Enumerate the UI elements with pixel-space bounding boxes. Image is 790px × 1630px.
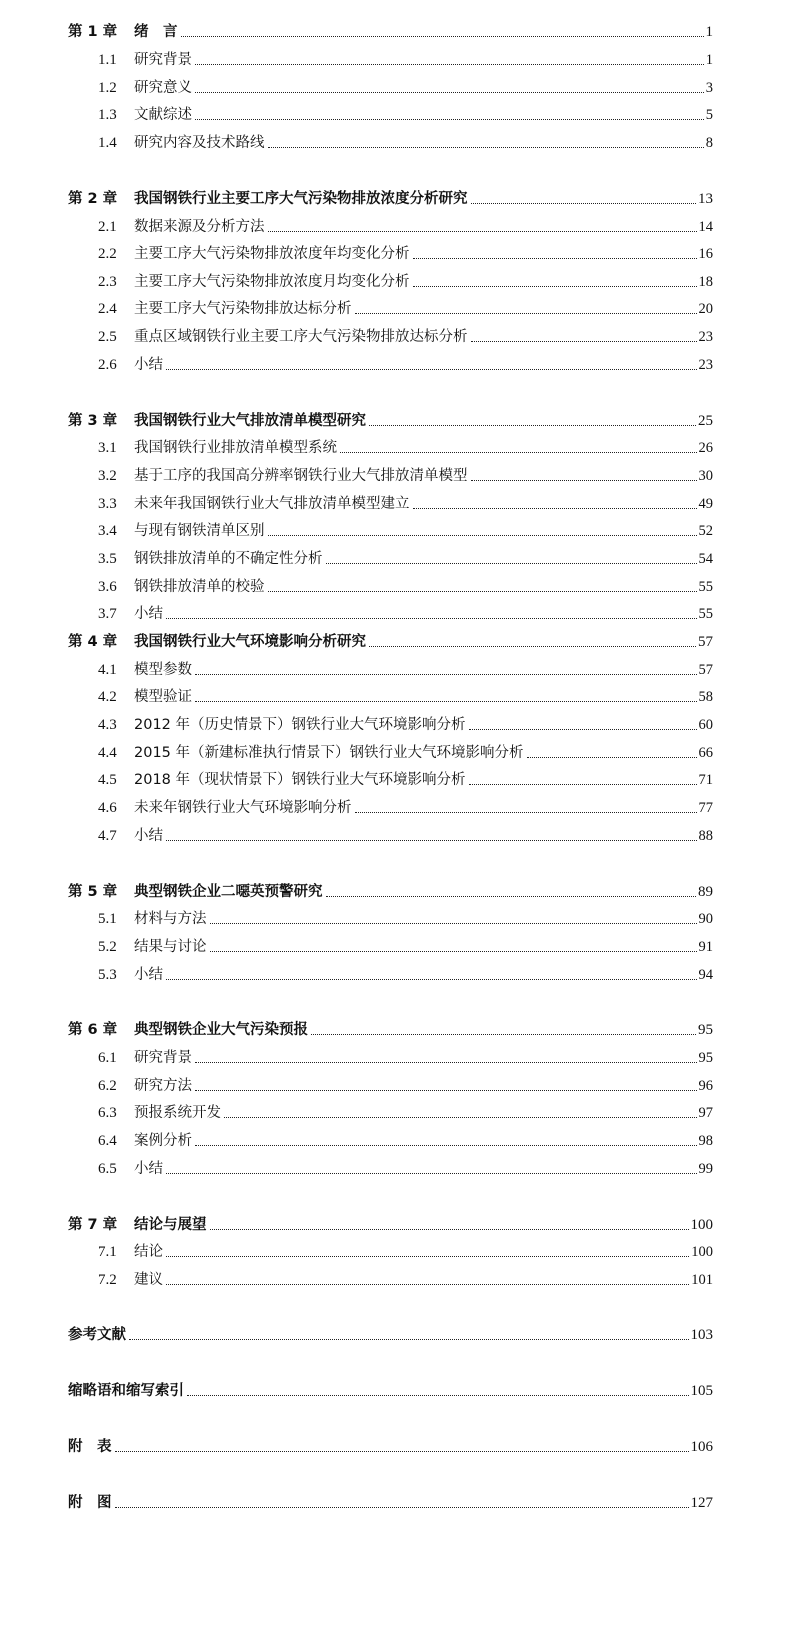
toc-page-number: 95 <box>698 1050 713 1066</box>
toc-section-entry <box>68 459 713 485</box>
toc-entry-title: 小结 <box>134 967 163 983</box>
toc-entry-title: 研究背景 <box>134 52 192 68</box>
toc-entry-number: 第 1 章 <box>68 24 118 40</box>
toc-backmatter-entry <box>68 1374 713 1400</box>
toc-section-entry <box>68 43 713 69</box>
dot-leader <box>195 1145 697 1146</box>
toc-entry-number: 3.1 <box>98 440 117 456</box>
toc-section-entry <box>68 98 713 124</box>
toc-page-number: 57 <box>698 662 713 678</box>
toc-page-number: 88 <box>698 828 713 844</box>
toc-entry-number: 6.3 <box>98 1105 117 1121</box>
dot-leader <box>355 313 697 314</box>
toc-page-number: 66 <box>698 745 713 761</box>
toc-section-entry <box>68 431 713 457</box>
toc-section-entry <box>68 680 713 706</box>
toc-entry-title: 模型参数 <box>134 662 192 678</box>
toc-entry-number: 2.6 <box>98 357 117 373</box>
toc-chapter-entry <box>68 15 713 41</box>
dot-leader <box>268 591 697 592</box>
toc-entry-number: 4.2 <box>98 689 117 705</box>
toc-entry-number: 7.2 <box>98 1272 117 1288</box>
toc-entry-number: 3.7 <box>98 606 117 622</box>
toc-chapter-entry <box>68 1208 713 1234</box>
toc-chapter-entry <box>68 1013 713 1039</box>
toc-entry-number: 4.4 <box>98 745 117 761</box>
toc-entry-title: 主要工序大气污染物排放达标分析 <box>134 301 352 317</box>
toc-entry-number: 7.1 <box>98 1244 117 1260</box>
toc-entry-title: 结果与讨论 <box>134 939 207 955</box>
toc-backmatter-entry <box>68 1486 713 1512</box>
toc-entry-title: 结论 <box>134 1244 163 1260</box>
toc-page-number: 49 <box>698 496 713 512</box>
toc-entry-number: 4.6 <box>98 800 117 816</box>
toc-entry-number: 5.2 <box>98 939 117 955</box>
toc-entry-title: 附 图 <box>68 1495 112 1511</box>
dot-leader <box>469 729 697 730</box>
dot-leader <box>181 36 704 37</box>
toc-entry-number: 第 4 章 <box>68 634 118 650</box>
toc-section-entry <box>68 292 713 318</box>
dot-leader <box>471 480 697 481</box>
toc-backmatter-entry <box>68 1318 713 1344</box>
toc-entry-title: 钢铁排放清单的不确定性分析 <box>134 551 323 567</box>
toc-section-entry <box>68 708 713 734</box>
toc-section-entry <box>68 1069 713 1095</box>
toc-page-number: 8 <box>705 135 713 151</box>
toc-section-entry <box>68 126 713 152</box>
toc-section-entry <box>68 514 713 540</box>
toc-page-number: 101 <box>691 1272 713 1288</box>
dot-leader <box>369 646 696 647</box>
toc-entry-number: 2.4 <box>98 301 117 317</box>
toc-entry-number: 第 5 章 <box>68 884 118 900</box>
toc-entry-title: 我国钢铁行业大气排放清单模型研究 <box>134 413 366 429</box>
dot-leader <box>166 840 697 841</box>
toc-entry-title: 基于工序的我国高分辨率钢铁行业大气排放清单模型 <box>134 468 468 484</box>
toc-entry-title: 典型钢铁企业二噁英预警研究 <box>134 884 323 900</box>
toc-entry-title: 研究背景 <box>134 1050 192 1066</box>
toc-page-number: 23 <box>698 357 713 373</box>
toc-entry-number: 5.1 <box>98 911 117 927</box>
toc-page-number: 26 <box>698 440 713 456</box>
dot-leader <box>195 1090 697 1091</box>
toc-entry-number: 3.3 <box>98 496 117 512</box>
toc-entry-number: 4.1 <box>98 662 117 678</box>
dot-leader <box>115 1451 689 1452</box>
toc-section-entry <box>68 265 713 291</box>
dot-leader <box>195 1062 697 1063</box>
dot-leader <box>413 286 697 287</box>
toc-page-number: 90 <box>698 911 713 927</box>
toc-entry-title: 2015 年（新建标准执行情景下）钢铁行业大气环境影响分析 <box>134 745 524 761</box>
toc-entry-title: 我国钢铁行业排放清单模型系统 <box>134 440 337 456</box>
toc-page-number: 91 <box>698 939 713 955</box>
toc-section-entry <box>68 1152 713 1178</box>
dot-leader <box>469 784 697 785</box>
dot-leader <box>210 1229 689 1230</box>
dot-leader <box>195 92 704 93</box>
toc-page-number: 52 <box>698 523 713 539</box>
toc-page-number: 60 <box>698 717 713 733</box>
toc-entry-title: 我国钢铁行业大气环境影响分析研究 <box>134 634 366 650</box>
toc-page-number: 95 <box>698 1022 713 1038</box>
dot-leader <box>326 896 697 897</box>
toc-section-entry <box>68 237 713 263</box>
toc-entry-title: 研究内容及技术路线 <box>134 135 265 151</box>
toc-section-entry <box>68 1235 713 1261</box>
toc-entry-title: 案例分析 <box>134 1133 192 1149</box>
toc-page-number: 55 <box>698 579 713 595</box>
dot-leader <box>166 1284 689 1285</box>
dot-leader <box>413 508 697 509</box>
toc-entry-title: 钢铁排放清单的校验 <box>134 579 265 595</box>
dot-leader <box>195 674 697 675</box>
toc-entry-title: 小结 <box>134 357 163 373</box>
toc-page-number: 71 <box>698 772 713 788</box>
toc-page-number: 77 <box>698 800 713 816</box>
toc-section-entry <box>68 1124 713 1150</box>
dot-leader <box>326 563 697 564</box>
toc-page-number: 13 <box>698 191 713 207</box>
toc-entry-title: 数据来源及分析方法 <box>134 219 265 235</box>
dot-leader <box>166 1256 689 1257</box>
toc-entry-number: 4.3 <box>98 717 117 733</box>
toc-page-number: 127 <box>690 1495 713 1511</box>
toc-chapter-entry <box>68 404 713 430</box>
toc-section-entry <box>68 1096 713 1122</box>
toc-entry-title: 文献综述 <box>134 107 192 123</box>
toc-chapter-entry <box>68 875 713 901</box>
toc-page-number: 18 <box>698 274 713 290</box>
toc-entry-number: 1.4 <box>98 135 117 151</box>
toc-entry-number: 1.2 <box>98 80 117 96</box>
toc-entry-title: 主要工序大气污染物排放浓度月均变化分析 <box>134 274 410 290</box>
dot-leader <box>471 203 697 204</box>
toc-entry-title: 小结 <box>134 1161 163 1177</box>
toc-section-entry <box>68 653 713 679</box>
dot-leader <box>527 757 697 758</box>
toc-page-number: 100 <box>690 1217 713 1233</box>
toc-entry-number: 3.5 <box>98 551 117 567</box>
toc-page-number: 25 <box>698 413 713 429</box>
toc-section-entry <box>68 1041 713 1067</box>
dot-leader <box>129 1339 689 1340</box>
dot-leader <box>224 1117 697 1118</box>
toc-page-number: 98 <box>698 1133 713 1149</box>
toc-entry-title: 绪 言 <box>134 24 178 40</box>
toc-page-number: 103 <box>690 1327 713 1343</box>
toc-entry-title: 材料与方法 <box>134 911 207 927</box>
toc-section-entry <box>68 210 713 236</box>
toc-section-entry <box>68 819 713 845</box>
toc-entry-number: 3.6 <box>98 579 117 595</box>
toc-section-entry <box>68 958 713 984</box>
toc-page-number: 16 <box>698 246 713 262</box>
dot-leader <box>166 1173 697 1174</box>
toc-chapter-entry <box>68 182 713 208</box>
dot-leader <box>355 812 697 813</box>
toc-section-entry <box>68 930 713 956</box>
dot-leader <box>166 369 697 370</box>
toc-page-number: 23 <box>698 329 713 345</box>
dot-leader <box>166 979 697 980</box>
toc-entry-title: 缩略语和缩写索引 <box>68 1383 184 1399</box>
toc-page-number: 89 <box>698 884 713 900</box>
dot-leader <box>413 258 697 259</box>
toc-section-entry <box>68 763 713 789</box>
toc-entry-title: 典型钢铁企业大气污染预报 <box>134 1022 308 1038</box>
toc-entry-title: 未来年我国钢铁行业大气排放清单模型建立 <box>134 496 410 512</box>
dot-leader <box>195 64 704 65</box>
toc-page-number: 14 <box>698 219 713 235</box>
toc-section-entry <box>68 71 713 97</box>
toc-entry-title: 研究意义 <box>134 80 192 96</box>
toc-entry-title: 主要工序大气污染物排放浓度年均变化分析 <box>134 246 410 262</box>
toc-entry-title: 重点区域钢铁行业主要工序大气污染物排放达标分析 <box>134 329 468 345</box>
toc-entry-number: 2.2 <box>98 246 117 262</box>
toc-page-number: 96 <box>698 1078 713 1094</box>
dot-leader <box>268 535 697 536</box>
toc-entry-title: 附 表 <box>68 1439 112 1455</box>
toc-entry-number: 6.2 <box>98 1078 117 1094</box>
toc-page-number: 106 <box>690 1439 713 1455</box>
toc-entry-title: 参考文献 <box>68 1327 126 1343</box>
toc-section-entry <box>68 348 713 374</box>
toc-page-number: 99 <box>698 1161 713 1177</box>
toc-page-number: 30 <box>698 468 713 484</box>
toc-entry-number: 第 7 章 <box>68 1217 118 1233</box>
toc-entry-number: 4.7 <box>98 828 117 844</box>
toc-section-entry <box>68 320 713 346</box>
toc-entry-number: 1.3 <box>98 107 117 123</box>
dot-leader <box>210 951 697 952</box>
toc-entry-number: 4.5 <box>98 772 117 788</box>
toc-entry-title: 2018 年（现状情景下）钢铁行业大气环境影响分析 <box>134 772 466 788</box>
toc-entry-title: 2012 年（历史情景下）钢铁行业大气环境影响分析 <box>134 717 466 733</box>
toc-entry-number: 2.1 <box>98 219 117 235</box>
dot-leader <box>311 1034 696 1035</box>
toc-page-number: 1 <box>705 24 713 40</box>
toc-section-entry <box>68 570 713 596</box>
toc-entry-title: 与现有钢铁清单区别 <box>134 523 265 539</box>
toc-entry-number: 3.2 <box>98 468 117 484</box>
toc-entry-title: 研究方法 <box>134 1078 192 1094</box>
toc-page-number: 20 <box>698 301 713 317</box>
dot-leader <box>195 701 697 702</box>
toc-page-number: 94 <box>698 967 713 983</box>
dot-leader <box>166 618 697 619</box>
toc-entry-number: 第 2 章 <box>68 191 118 207</box>
toc-entry-number: 第 3 章 <box>68 413 118 429</box>
dot-leader <box>340 452 697 453</box>
toc-entry-title: 未来年钢铁行业大气环境影响分析 <box>134 800 352 816</box>
toc-section-entry <box>68 542 713 568</box>
toc-entry-title: 结论与展望 <box>134 1217 207 1233</box>
toc-page-number: 1 <box>705 52 713 68</box>
toc-page-number: 5 <box>705 107 713 123</box>
dot-leader <box>369 425 696 426</box>
toc-page-number: 3 <box>705 80 713 96</box>
toc-section-entry <box>68 597 713 623</box>
dot-leader <box>195 119 704 120</box>
toc-entry-number: 2.3 <box>98 274 117 290</box>
toc-page-number: 100 <box>691 1244 713 1260</box>
dot-leader <box>115 1507 689 1508</box>
toc-section-entry <box>68 736 713 762</box>
toc-section-entry <box>68 791 713 817</box>
toc-entry-number: 6.5 <box>98 1161 117 1177</box>
toc-section-entry <box>68 902 713 928</box>
toc-entry-title: 模型验证 <box>134 689 192 705</box>
toc-section-entry <box>68 487 713 513</box>
toc-page-number: 55 <box>698 606 713 622</box>
toc-entry-title: 小结 <box>134 606 163 622</box>
toc-entry-title: 小结 <box>134 828 163 844</box>
toc-page-number: 57 <box>698 634 713 650</box>
toc-entry-number: 6.4 <box>98 1133 117 1149</box>
toc-page-number: 97 <box>698 1105 713 1121</box>
toc-page-number: 54 <box>698 551 713 567</box>
toc-entry-number: 5.3 <box>98 967 117 983</box>
dot-leader <box>268 231 697 232</box>
toc-section-entry <box>68 1263 713 1289</box>
dot-leader <box>187 1395 689 1396</box>
toc-entry-number: 6.1 <box>98 1050 117 1066</box>
toc-entry-number: 2.5 <box>98 329 117 345</box>
toc-backmatter-entry <box>68 1430 713 1456</box>
toc-entry-title: 预报系统开发 <box>134 1105 221 1121</box>
dot-leader <box>268 147 704 148</box>
toc-page-number: 58 <box>698 689 713 705</box>
dot-leader <box>210 923 697 924</box>
toc-page-number: 105 <box>690 1383 713 1399</box>
toc-chapter-entry <box>68 625 713 651</box>
toc-entry-number: 第 6 章 <box>68 1022 118 1038</box>
toc-entry-title: 建议 <box>134 1272 163 1288</box>
dot-leader <box>471 341 697 342</box>
toc-entry-title: 我国钢铁行业主要工序大气污染物排放浓度分析研究 <box>134 191 468 207</box>
toc-entry-number: 3.4 <box>98 523 117 539</box>
toc-entry-number: 1.1 <box>98 52 117 68</box>
